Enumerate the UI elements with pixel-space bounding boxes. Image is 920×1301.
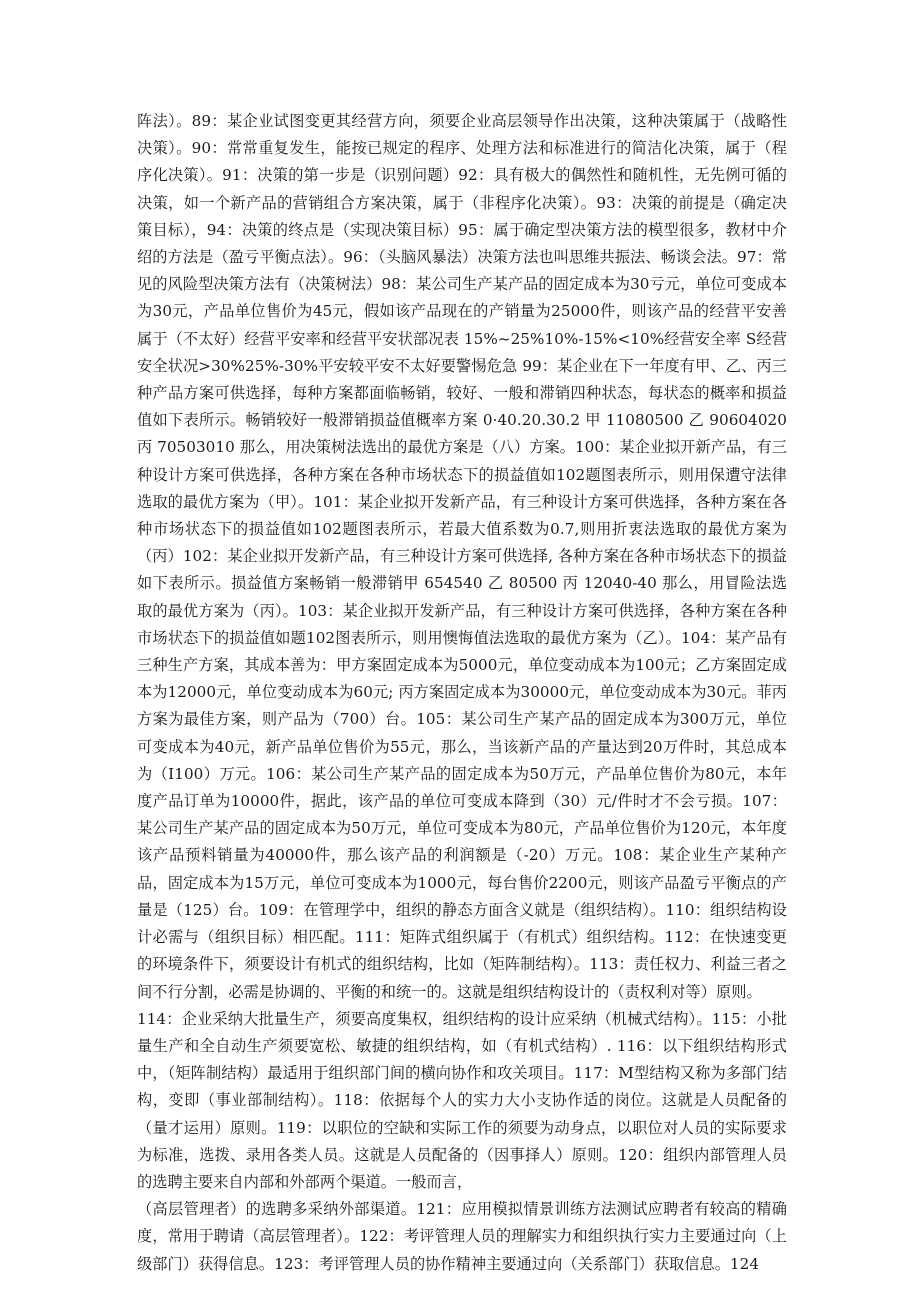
document-body (137, 108, 787, 1278)
paragraph-2: 114：企业采纳大批量生产，须要高度集权，组织结构的设计应采纳（机械式结构）。115：小批量生产和全自动生产须要宽松、敏捷的组织结构，如（有机式结构）. 116：以下组织结构形式中，（矩阵制结构）最适用于组织部门间的横向协作和攻关项目。117：M型结构又称为多部门结构，变即（事业部制结构）。118：依据每个人的实力大小支协作适的岗位。这就是人员配备的（量才运用）原则。119：以职位的空缺和实际工作的须要为动身点，以职位对人员的实际要求为标准，选拨、录用各类人员。这就是人员配备的（因事择人）原则。120：组织内部管理人员的选聘主要来自内部和外部两个渠道。一般而言， (137, 1009, 787, 1191)
paragraph-1: 阵法）。89：某企业试图变更其经营方向，须要企业高层领导作出决策，这种决策属于（战略性决策）。90：常常重复发生，能按已规定的程序、处理方法和标准进行的简洁化决策，属于（程序化决策）。91：决策的第一步是（识别问题）92：具有极大的偶然性和随机性，无先例可循的决策，如一个新产品的营销组合方案决策，属于（非程序化决策）。93：决策的前提是（确定决策目标），94：决策的终点是（实现决策目标）95：属于确定型决策方法的模型很多，教材中介绍的方法是（盈亏平衡点法）。96：（头脑风暴法）决策方法也叫思维共振法、畅谈会法。97：常见的风险型决策方法有（决策树法）98：某公司生产某产品的固定成本为30亏元，单位可变成本为30元，产品单位售价为45元，假如该产品现在的产销量为25000件，则该产品的经营平安善属于（不太好）经营平安率和经营平安状部况表 15%~25%10%-15%<10%经营安全率 S经营安全状况>30%25%-30%平安较平安不太好要警惕危急 99：某企业在下一年度有甲、乙、丙三种产品方案可供选择，每种方案都面临畅销，较好、一般和滞销四种状态，每状态的概率和损益值如下表所示。畅销较好一般滞销损益值概率方案 0·40.20.30.2 甲 11080500 乙 90604020 丙 70503010 那么，用决策树法选出的最优方案是（八）方案。100：某企业拟开新产品，有三种设计方案可供选择，各种方案在各种市场状态下的损益值如102题图表所示，则用保遭守法律选取的最优方案为（甲）。101：某企业拟开发新产品，有三种设计方案可供选择，各种方案在各种市场状态下的损益值如102题图表所示，若最大值系数为0.7,则用折衷法选取的最优方案为（丙）102：某企业拟开发新产品，有三种设计方案可供选择, 各种方案在各种市场状态下的损益如下表所示。损益值方案畅销一般滞销甲 654540 乙 80500 丙 12040-40 那么，用冒险法选取的最优方案为（丙）。103：某企业拟开发新产品，有三种设计方案可供选择，各种方案在各种市场状态下的损益值如题102图表所示，则用懊悔值法选取的最优方案为（乙）。104：某产品有三种生产方案，其成本善为：甲方案固定成本为5000元，单位变动成本为100元；乙方案固定成本为12000元，单位变动成本为60元; 丙方案固定成本为30000元，单位变动成本为30元。菲丙方案为最佳方案，则产品为（700）台。105：某公司生产某产品的固定成本为300万元，单位可变成本为40元，新产品单位售价为55元，那么，当该新产品的产量达到20万件时，其总成本为（I100）万元。106：某公司生产某产品的固定成本为50万元，产品单位售价为80元，本年度产品订单为10000件，据此，该产品的单位可变成本降到（30）元/件时才不会亏损。107：某公司生产某产品的固定成本为50万元，单位可变成本为80元，产品单位售价为120元，本年度该产品预料销量为40000件，那么该产品的利润额是（-20）万元。108：某企业生产某种产品，固定成本为15万元，单位可变成本为1000元，每台售价2200元，则该产品盈亏平衡点的产量是（125）台。109：在管理学中，组织的静态方面含义就是（组织结构）。110：组织结构设计必需与（组织目标）相匹配。111：矩阵式组织属于（有机式）组织结构。112：在快速变更的环境条件下，须要设计有机式的组织结构，比如（矩阵制结构）。113：责任权力、利益三者之间不行分割，必需是协调的、平衡的和统一的。这就是组织结构设计的（责权利对等）原则。 (137, 112, 787, 1001)
paragraph-3: （高层管理者）的选聘多采纳外部渠道。121：应用模拟情景训练方法测试应聘者有较高的精确度，常用于聘请（高层管理者）。122：考评管理人员的理解实力和组织执行实力主要通过向（上级部门）获得信息。123：考评管理人员的协作精神主要通过向（关系部门）获取信息。124 (137, 1200, 787, 1273)
